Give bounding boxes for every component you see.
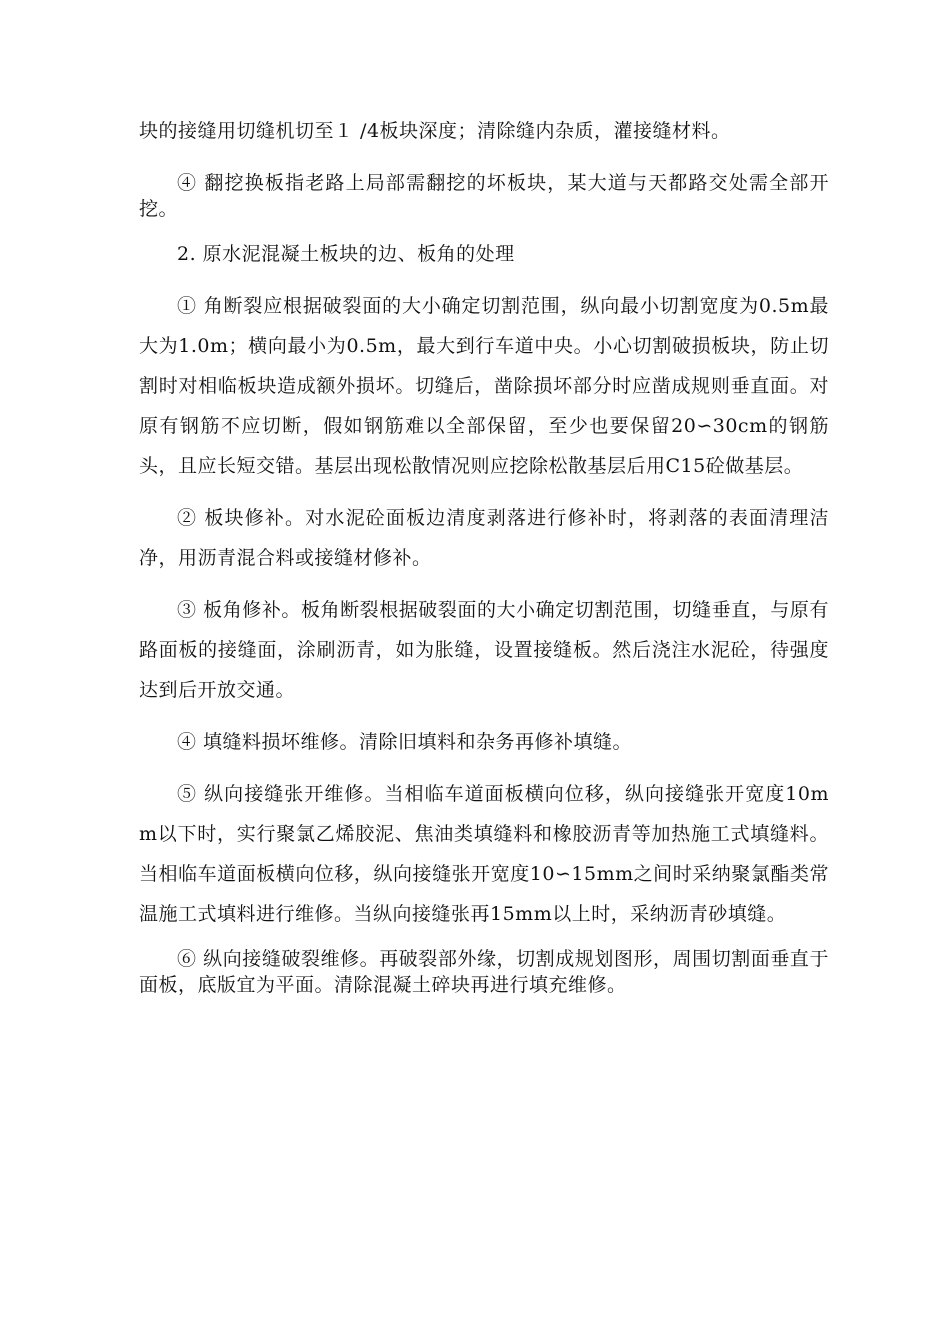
paragraph-item-4-sealant-repair: ④ 填缝料损坏维修。清除旧填料和杂务再修补填缝。 [177, 731, 633, 753]
paragraph-item-4-replace-slab: ④ 翻挖换板指老路上局部需翻挖的坏板块，某大道与天都路交处需全部开挖。 [139, 172, 829, 220]
paragraph-item-1-corner-break: ① 角断裂应根据破裂面的大小确定切割范围，纵向最小切割宽度为0.5m最大为1.0m；横向最小为0.5m，最大到行车道中央。小心切割破损板块，防止切割时对相临板块造成额外损坏。切缝后，凿除损坏部分时应凿成规则垂直面。对原有钢筋不应切断，假如钢筋难以全部保留，至少也要保留20∽30cm的钢筋头，且应长短交错。基层出现松散情况则应挖除松散基层后用C15砼做基层。 [139, 295, 829, 477]
paragraph-continuation: 块的接缝用切缝机切至１ /4板块深度；清除缝内杂质，灌接缝材料。 [139, 120, 731, 142]
section-heading-edge-corner: 2. 原水泥混凝土板块的边、板角的处理 [177, 243, 515, 265]
paragraph-item-3-corner-repair: ③ 板角修补。板角断裂根据破裂面的大小确定切割范围，切缝垂直，与原有路面板的接缝面，涂刷沥青，如为胀缝，设置接缝板。然后浇注水泥砼，待强度达到后开放交通。 [139, 599, 829, 701]
paragraph-item-6-joint-crack: ⑥ 纵向接缝破裂维修。再破裂部外缘，切割成规划图形，周围切割面垂直于面板，底版宜为平面。清除混凝土碎块再进行填充维修。 [139, 948, 829, 996]
paragraph-item-5-joint-opening: ⑤ 纵向接缝张开维修。当相临车道面板横向位移，纵向接缝张开宽度10mm以下时，实行聚氯乙烯胶泥、焦油类填缝料和橡胶沥青等加热施工式填缝料。当相临车道面板横向位移，纵向接缝张开宽度10∽15mm之间时采纳聚氯酯类常温施工式填料进行维修。当纵向接缝张再15mm以上时，采纳沥青砂填缝。 [139, 783, 829, 925]
document-page [139, 118, 829, 1020]
paragraph-item-2-slab-repair: ② 板块修补。对水泥砼面板边清度剥落进行修补时，将剥落的表面清理洁净，用沥青混合料或接缝材修补。 [139, 507, 829, 569]
